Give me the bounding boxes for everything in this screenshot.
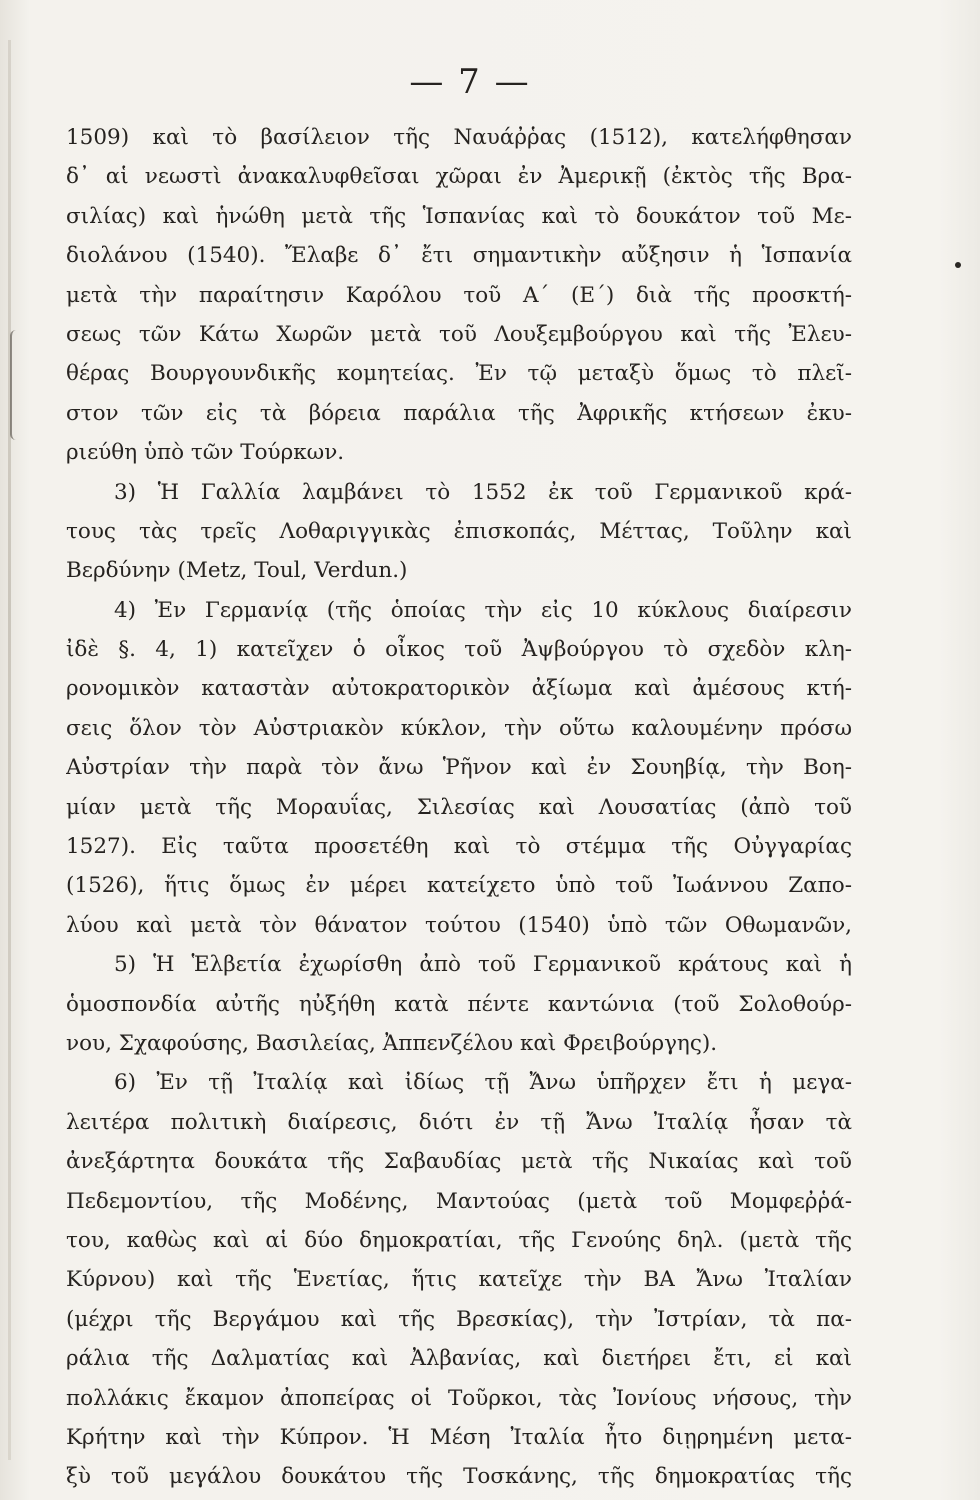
page-number: — 7 —	[409, 62, 531, 102]
text-line: διολάνου (1540). Ἔλαβε δ᾿ ἔτι σημαντικὴν αὔξησιν ἡ Ἱσπανία	[66, 243, 852, 269]
text-line: ρονομικὸν καταστὰν αὐτοκρατορικὸν ἀξίωμα καὶ ἀμέσους κτή-	[66, 676, 852, 702]
text-line: Κύρνου) καὶ τῆς Ἑνετίας, ἥτις κατεῖχε τὴν ΒΑ Ἄνω Ἰταλίαν	[66, 1267, 852, 1293]
paragraph-start-line: 6) Ἐν τῇ Ἰταλίᾳ καὶ ἰδίως τῇ Ἄνω ὑπῆρχεν ἔτι ἡ μεγα-	[114, 1070, 852, 1096]
text-line: (μέχρι τῆς Βεργάμου καὶ τῆς Βρεσκίας), τὴν Ἰστρίαν, τὰ πα-	[66, 1306, 852, 1332]
text-line: ὁμοσπονδία αὐτῆς ηὐξήθη κατὰ πέντε καντώνια (τοῦ Σολοθούρ-	[66, 991, 852, 1017]
text-line: ἀνεξάρτητα δουκάτα τῆς Σαβαυδίας μετὰ τῆς Νικαίας καὶ τοῦ	[66, 1149, 852, 1175]
binding-edge	[8, 40, 11, 1460]
text-line: Βερδύνην (Metz, Toul, Verdun.)	[66, 558, 408, 584]
text-line: 1509) καὶ τὸ βασίλειον τῆς Ναυάῤῥας (1512), κατελήφθησαν	[66, 125, 852, 150]
text-line: στον τῶν εἰς τὰ βόρεια παράλια τῆς Ἀφρικῆς κτήσεων ἐκυ-	[66, 400, 852, 426]
text-line: Αὐστρίαν τὴν παρὰ τὸν ἄνω Ῥῆνον καὶ ἐν Σουηβίᾳ, τὴν Βοη-	[66, 755, 852, 781]
text-line: σεις ὅλον τὸν Αὐστριακὸν κύκλον, τὴν οὕτω καλουμένην πρόσω	[66, 715, 852, 741]
text-line: σιλίας) καὶ ἡνώθη μετὰ τῆς Ἱσπανίας καὶ τὸ δουκάτον τοῦ Με-	[66, 203, 852, 229]
text-line: μίαν μετὰ τῆς Μοραυΐας, Σιλεσίας καὶ Λουσατίας (ἀπὸ τοῦ	[66, 794, 852, 820]
text-line: ράλια τῆς Δαλματίας καὶ Ἀλβανίας, καὶ διετήρει ἔτι, εἰ καὶ	[66, 1346, 852, 1372]
text-line: θέρας Βουργουνδικῆς κομητείας. Ἐν τῷ μεταξὺ ὅμως τὸ πλεῖ-	[66, 361, 852, 387]
body-text	[66, 118, 852, 1497]
margin-dot	[955, 262, 961, 268]
text-line: σεως τῶν Κάτω Χωρῶν μετὰ τοῦ Λουξεμβούργου καὶ τῆς Ἐλευ-	[66, 321, 852, 347]
text-line: λειτέρα πολιτικὴ διαίρεσις, διότι ἐν τῇ Ἄνω Ἰταλίᾳ ἦσαν τὰ	[66, 1109, 852, 1135]
text-line: δ᾿ αἱ νεωστὶ ἀνακαλυφθεῖσαι χῶραι ἐν Ἀμερικῇ (ἐκτὸς τῆς Βρα-	[66, 164, 852, 190]
paragraph-start-line: 3) Ἡ Γαλλία λαμβάνει τὸ 1552 ἐκ τοῦ Γερμανικοῦ κρά-	[114, 479, 852, 505]
text-line: λύου καὶ μετὰ τὸν θάνατον τούτου (1540) ὑπὸ τῶν Οθωμανῶν,	[66, 912, 852, 938]
text-line: Κρήτην καὶ τὴν Κύπρον. Ἡ Μέση Ἰταλία ἦτο διῃρημένη μετα-	[66, 1424, 852, 1450]
text-line: 1527). Εἰς ταῦτα προσετέθη καὶ τὸ στέμμα τῆς Οὐγγαρίας	[66, 834, 852, 860]
text-line: πολλάκις ἔκαμον ἀποπείρας οἱ Τοῦρκοι, τὰς Ἰονίους νήσους, τὴν	[66, 1385, 852, 1411]
text-line: Πεδεμοντίου, τῆς Μοδένης, Μαντούας (μετὰ τοῦ Μομφεῤῥά-	[66, 1188, 852, 1214]
paragraph-start-line: 5) Ἡ Ἑλβετία ἐχωρίσθη ἀπὸ τοῦ Γερμανικοῦ κράτους καὶ ἡ	[114, 952, 852, 978]
text-line: ριεύθη ὑπὸ τῶν Τούρκων.	[66, 440, 345, 466]
text-line: μετὰ τὴν παραίτησιν Καρόλου τοῦ Α΄ (Ε΄) διὰ τῆς προσκτή-	[66, 282, 852, 308]
text-line: του, καθὼς καὶ αἱ δύο δημοκρατίαι, τῆς Γενούης δηλ. (μετὰ τῆς	[66, 1227, 852, 1253]
text-line: τους τὰς τρεῖς Λοθαριγγικὰς ἐπισκοπάς, Μέττας, Τοῦλην καὶ	[66, 518, 852, 544]
margin-bracket-mark	[10, 330, 22, 440]
text-line: νου, Σχαφούσης, Βασιλείας, Ἀππενζέλου καὶ Φρειβούργης).	[66, 1030, 718, 1056]
text-line: (1526), ἥτις ὅμως ἐν μέρει κατείχετο ὑπὸ τοῦ Ἰωάννου Ζαπο-	[66, 873, 852, 899]
paragraph-start-line: 4) Ἐν Γερμανίᾳ (τῆς ὁποίας τὴν εἰς 10 κύκλους διαίρεσιν	[114, 597, 852, 623]
text-line: ξὺ τοῦ μεγάλου δουκάτου τῆς Τοσκάνης, τῆς δημοκρατίας τῆς	[66, 1464, 852, 1490]
text-line: ἰδὲ §. 4, 1) κατεῖχεν ὁ οἶκος τοῦ Ἀψβούργου τὸ σχεδὸν κλη-	[66, 637, 852, 663]
